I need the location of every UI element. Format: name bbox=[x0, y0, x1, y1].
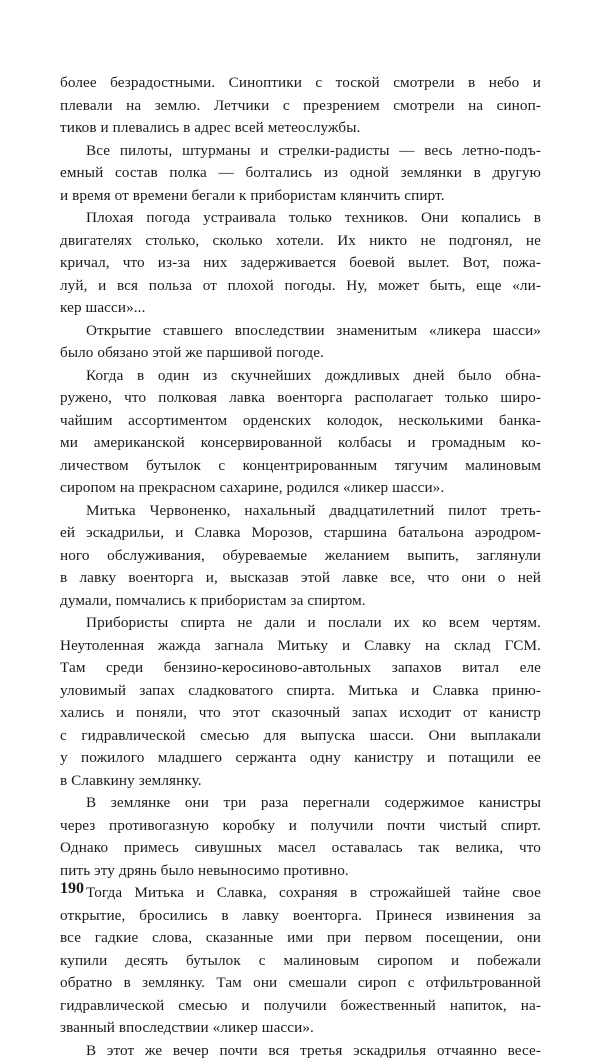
body-text bbox=[60, 72, 541, 1062]
paragraph bbox=[60, 882, 541, 1040]
text-line: В землянке они три раза перегнали содержимое канистры bbox=[60, 792, 541, 815]
text-line: личеством бутылок с концентрированным тягучим малиновым bbox=[60, 455, 541, 478]
text-line: плевали на землю. Летчики с презрением смотрели на синоп- bbox=[60, 95, 541, 118]
text-line: обратно в землянку. Там они смешали сироп с отфильтрованной bbox=[60, 972, 541, 995]
text-line: думали, помчались к прибористам за спиртом. bbox=[60, 590, 541, 613]
text-line: ружено, что полковая лавка военторга располагает только широ- bbox=[60, 387, 541, 410]
text-line: емный состав полка — болтались из одной землянки в другую bbox=[60, 162, 541, 185]
text-line: Плохая погода устраивала только техников. Они копались в bbox=[60, 207, 541, 230]
paragraph bbox=[60, 207, 541, 320]
text-line: все гадкие слова, сказанные ими при первом посещении, они bbox=[60, 927, 541, 950]
text-line: Митька Червоненко, нахальный двадцатилетний пилот треть- bbox=[60, 500, 541, 523]
paragraph bbox=[60, 792, 541, 882]
paragraph bbox=[60, 500, 541, 613]
text-line: уловимый запах сладковатого спирта. Митька и Славка приню- bbox=[60, 680, 541, 703]
text-line: в Славкину землянку. bbox=[60, 770, 541, 793]
text-line: пить эту дрянь было невыносимо противно. bbox=[60, 860, 541, 883]
text-line: В этот же вечер почти вся третья эскадрилья отчаянно весе- bbox=[60, 1040, 541, 1062]
text-line: гидравлической смесью и получили божественный напиток, на- bbox=[60, 995, 541, 1018]
text-line: Открытие ставшего впоследствии знаменитым «ликера шасси» bbox=[60, 320, 541, 343]
text-line: Все пилоты, штурманы и стрелки-радисты — весь летно-подъ- bbox=[60, 140, 541, 163]
text-line: сиропом на прекрасном сахарине, родился «ликер шасси». bbox=[60, 477, 541, 500]
text-line: более безрадостными. Синоптики с тоской смотрели в небо и bbox=[60, 72, 541, 95]
text-line: чайшим ассортиментом орденских колодок, несколькими банка- bbox=[60, 410, 541, 433]
text-line: хались и поняли, что этот сказочный запах исходит от канистр bbox=[60, 702, 541, 725]
text-line: Прибористы спирта не дали и послали их ко всем чертям. bbox=[60, 612, 541, 635]
paragraph bbox=[60, 1040, 541, 1062]
text-line: купили десять бутылок с малиновым сиропом и побежали bbox=[60, 950, 541, 973]
paragraph bbox=[60, 72, 541, 140]
text-line: Тогда Митька и Славка, сохраняя в строжайшей тайне свое bbox=[60, 882, 541, 905]
text-line: ми американской консервированной колбасы и громадным ко- bbox=[60, 432, 541, 455]
text-line: званный впоследствии «ликер шасси». bbox=[60, 1017, 541, 1040]
text-line: и время от времени бегали к прибористам клянчить спирт. bbox=[60, 185, 541, 208]
text-line: тиков и плевались в адрес всей метеослужбы. bbox=[60, 117, 541, 140]
text-line: через противогазную коробку и получили почти чистый спирт. bbox=[60, 815, 541, 838]
paragraph bbox=[60, 320, 541, 365]
paragraph bbox=[60, 365, 541, 500]
paragraph bbox=[60, 612, 541, 792]
text-line: кричал, что из-за них задерживается боевой вылет. Вот, пожа- bbox=[60, 252, 541, 275]
text-line: Там среди бензино-керосиново-автольных запахов витал еле bbox=[60, 657, 541, 680]
paragraph bbox=[60, 140, 541, 208]
text-line: Когда в один из скучнейших дождливых дней было обна- bbox=[60, 365, 541, 388]
text-line: ного обслуживания, обуреваемые желанием выпить, заглянули bbox=[60, 545, 541, 568]
text-line: с гидравлической смесью для выпуска шасси. Они выплакали bbox=[60, 725, 541, 748]
text-line: Неутоленная жажда загнала Митьку и Славку на склад ГСМ. bbox=[60, 635, 541, 658]
text-line: Однако примесь сивушных масел оставалась так велика, что bbox=[60, 837, 541, 860]
text-line: в лавку военторга и, высказав этой лавке все, что они о ней bbox=[60, 567, 541, 590]
text-line: двигателях столько, сколько хотели. Их никто не подгонял, не bbox=[60, 230, 541, 253]
page-number: 190 bbox=[60, 880, 84, 898]
text-line: кер шасси»... bbox=[60, 297, 541, 320]
text-line: было обязано этой же паршивой погоде. bbox=[60, 342, 541, 365]
text-line: луй, и вся польза от плохой погоды. Ну, может быть, еще «ли- bbox=[60, 275, 541, 298]
text-line: ей эскадрильи, и Славка Морозов, старшина батальона аэродром- bbox=[60, 522, 541, 545]
text-line: у пожилого младшего сержанта одну канистру и потащили ее bbox=[60, 747, 541, 770]
text-line: открытие, бросились в лавку военторга. Принеся извинения за bbox=[60, 905, 541, 928]
